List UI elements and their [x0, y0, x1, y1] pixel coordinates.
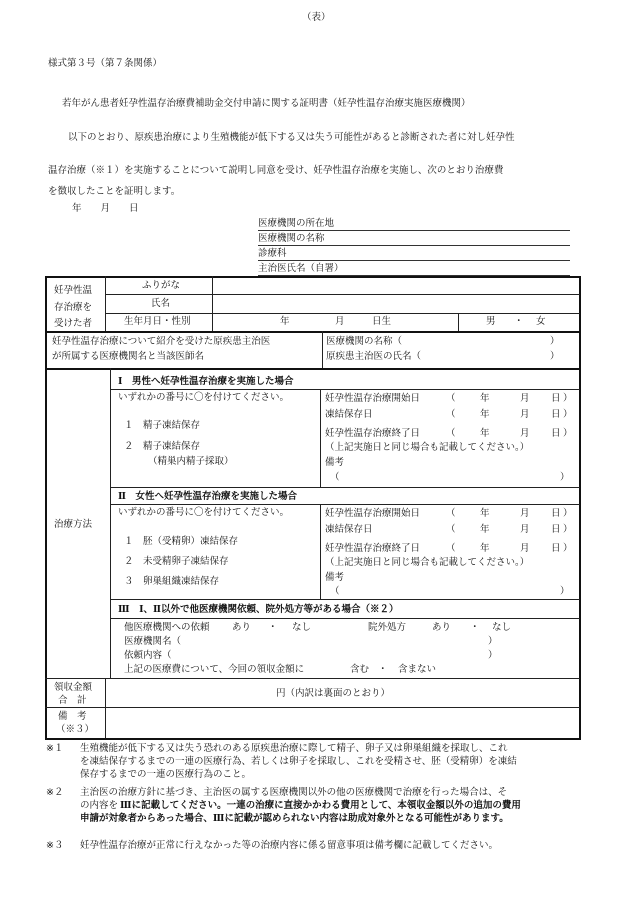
- page-title: 若年がん患者妊孕性温存治療費補助金交付申請に関する証明書（妊孕性温存治療実施医療機関）: [62, 98, 471, 109]
- dob-month[interactable]: 月: [335, 316, 345, 327]
- male-end-day[interactable]: 日: [551, 428, 561, 439]
- paren: ）: [560, 472, 570, 483]
- male-same-note: （上記実施日と同じ場合も記載してください。）: [325, 442, 530, 453]
- other-request-label: 他医療機関への依頼: [124, 622, 210, 633]
- paren: ）: [563, 543, 573, 554]
- note-1-mark: ※１: [46, 743, 64, 754]
- separator: ・: [470, 622, 480, 633]
- female-option-2[interactable]: ２ 未受精卵子凍結保存: [124, 556, 229, 567]
- male-start-year[interactable]: 年: [480, 393, 490, 404]
- male-option-2-sub: （精巣内精子採取）: [148, 456, 234, 467]
- treatment-method-label: 治療方法: [54, 519, 93, 530]
- male-start-month[interactable]: 月: [520, 393, 530, 404]
- paren: ）: [563, 409, 573, 420]
- female-instruction: いずれかの番号に〇を付けてください。: [118, 507, 290, 518]
- outside-rx-no[interactable]: なし: [492, 622, 512, 633]
- male-end-date-label: 妊孕性温存治療終了日: [325, 428, 421, 439]
- female-frozen-year[interactable]: 年: [480, 524, 490, 535]
- male-start-day[interactable]: 日: [551, 393, 561, 404]
- female-frozen-day[interactable]: 日: [551, 524, 561, 535]
- paren: ）: [563, 508, 573, 519]
- paren: （: [446, 524, 456, 535]
- note-2-line-2a: の内容を: [80, 800, 119, 811]
- female-remarks-field[interactable]: （: [330, 586, 340, 597]
- dob-sex-label: 生年月日・性別: [124, 316, 191, 327]
- male-option-2[interactable]: ２ 精子凍結保存: [124, 441, 201, 452]
- intro-line-2: 温存治療（※１）を実施することについて説明し同意を受け、妊孕性温存治療を実施し、次のとおり治療費: [48, 165, 504, 176]
- note-2-line-3: 申請が対象者からあった場合、Ⅲに記載が認められない内容は助成対象外となる可能性があります。: [80, 813, 509, 824]
- female-end-date-label: 妊孕性温存治療終了日: [325, 543, 421, 554]
- name-label: 氏名: [151, 298, 171, 309]
- outside-rx-yes[interactable]: あり: [432, 622, 452, 633]
- paren: （: [446, 508, 456, 519]
- female-section-title: Ⅱ 女性へ妊孕性温存治療を実施した場合: [118, 491, 298, 502]
- fee-include-option[interactable]: 含む: [350, 664, 370, 675]
- remarks-label-2: （※３）: [56, 724, 95, 735]
- female-end-day[interactable]: 日: [551, 543, 561, 554]
- male-option-1[interactable]: １ 精子凍結保存: [124, 420, 201, 431]
- referral-institution-field[interactable]: 医療機関の名称（: [326, 336, 403, 347]
- receipt-total-label-1: 領収金額: [54, 682, 93, 693]
- dob-day[interactable]: 日生: [372, 316, 392, 327]
- female-start-year[interactable]: 年: [480, 508, 490, 519]
- patient-section-label-2: 存治療を: [54, 302, 93, 313]
- paren: ）: [488, 650, 498, 661]
- intro-line-1: 以下のとおり、原疾患治療により生殖機能が低下する又は失う可能性があると診断された者に対し妊孕性: [68, 132, 515, 143]
- other-section-title: Ⅲ Ⅰ、Ⅱ以外で他医療機関依頼、院外処方等がある場合（※２）: [118, 604, 399, 615]
- male-frozen-date-label: 凍結保存日: [325, 409, 373, 420]
- male-start-date-label: 妊孕性温存治療開始日: [325, 393, 421, 404]
- sex-separator: ・: [514, 316, 524, 327]
- note-3-mark: ※３: [46, 840, 64, 851]
- male-frozen-month[interactable]: 月: [520, 409, 530, 420]
- note-2-mark: ※２: [46, 787, 64, 798]
- sex-male-option[interactable]: 男: [486, 316, 496, 327]
- note-2-line-1: 主治医の治療方針に基づき、主治医の属する医療機関以外の他の医療機関で治療を行った場合は、そ: [80, 787, 508, 798]
- outside-rx-label: 院外処方: [368, 622, 407, 633]
- dob-year[interactable]: 年: [280, 316, 290, 327]
- intro-line-3: を徴収したことを証明します。: [48, 186, 181, 197]
- female-frozen-date-label: 凍結保存日: [325, 524, 373, 535]
- separator: ・: [268, 622, 278, 633]
- paren: ）: [563, 524, 573, 535]
- paren: ）: [488, 636, 498, 647]
- furigana-label: ふりがな: [142, 280, 181, 291]
- female-option-3[interactable]: ３ 卵巣組織凍結保存: [124, 576, 220, 587]
- referral-label-1: 妊孕性温存治療について紹介を受けた原疾患主治医: [52, 336, 271, 347]
- paren: （: [446, 409, 456, 420]
- female-start-month[interactable]: 月: [520, 508, 530, 519]
- paren: ）: [563, 428, 573, 439]
- male-instruction: いずれかの番号に〇を付けてください。: [118, 392, 290, 403]
- male-end-month[interactable]: 月: [520, 428, 530, 439]
- certify-date[interactable]: 年 月 日: [72, 203, 139, 214]
- form-number: 様式第３号（第７条関係）: [48, 58, 163, 69]
- fee-exclude-option[interactable]: 含まない: [398, 664, 437, 675]
- doctor-signature-field[interactable]: 主治医氏名（自署）: [258, 263, 570, 276]
- male-remarks-field[interactable]: （: [330, 472, 340, 483]
- fee-inclusion-note: 上記の医療費について、今回の領収金額に: [124, 664, 305, 675]
- patient-name-input[interactable]: [214, 296, 578, 312]
- referral-doctor-close: ）: [550, 351, 560, 362]
- receipt-amount-field[interactable]: 円（内訳は裏面のとおり）: [276, 688, 391, 699]
- female-frozen-month[interactable]: 月: [520, 524, 530, 535]
- paren: （: [446, 543, 456, 554]
- patient-section-label-1: 妊孕性温: [54, 285, 93, 296]
- remarks-input[interactable]: [108, 709, 578, 737]
- institution-name-field[interactable]: 医療機関の名称: [258, 233, 570, 246]
- female-start-day[interactable]: 日: [551, 508, 561, 519]
- referral-label-2: が所属する医療機関名と当該医師名: [52, 351, 205, 362]
- male-end-year[interactable]: 年: [480, 428, 490, 439]
- paren: ）: [560, 586, 570, 597]
- institution-address-field[interactable]: 医療機関の所在地: [258, 218, 570, 231]
- sex-female-option[interactable]: 女: [536, 316, 546, 327]
- paren: ）: [563, 393, 573, 404]
- note-1-line-2: を凍結保存するまでの一連の医療行為、若しくは卵子を採取し、これを受精させ、胚（受精卵）を凍結: [80, 756, 517, 767]
- female-same-note: （上記実施日と同じ場合も記載してください。）: [325, 557, 530, 568]
- male-remarks-label: 備考: [325, 457, 345, 468]
- other-request-no[interactable]: なし: [292, 622, 312, 633]
- male-section-title: Ⅰ 男性へ妊孕性温存治療を実施した場合: [118, 376, 294, 387]
- female-start-date-label: 妊孕性温存治療開始日: [325, 508, 421, 519]
- other-institution-field[interactable]: 医療機関名（: [124, 636, 182, 647]
- male-frozen-year[interactable]: 年: [480, 409, 490, 420]
- furigana-input[interactable]: [214, 278, 578, 293]
- separator: ・: [378, 664, 388, 675]
- paren: （: [446, 393, 456, 404]
- referral-doctor-field[interactable]: 原疾患主治医の氏名（: [326, 351, 422, 362]
- note-3-line-1: 妊孕性温存治療が正常に行えなかった等の治療内容に係る留意事項は備考欄に記載してください。: [80, 840, 499, 851]
- other-request-yes[interactable]: あり: [232, 622, 252, 633]
- female-option-1[interactable]: １ 胚（受精卵）凍結保存: [124, 536, 239, 547]
- paren: （: [446, 428, 456, 439]
- male-frozen-day[interactable]: 日: [551, 409, 561, 420]
- referral-institution-close: ）: [550, 336, 560, 347]
- remarks-label-1: 備 考: [58, 711, 87, 722]
- department-field[interactable]: 診療科: [258, 248, 570, 261]
- note-1-line-1: 生殖機能が低下する又は失う恐れのある原疾患治療に際して精子、卵子又は卵巣組織を採取し、これ: [80, 743, 508, 754]
- note-1-line-3: 保存するまでの一連の医療行為のこと。: [80, 769, 252, 780]
- receipt-total-label-2: 合 計: [58, 695, 87, 706]
- female-end-month[interactable]: 月: [520, 543, 530, 554]
- patient-section-label-3: 受けた者: [54, 318, 93, 329]
- request-content-field[interactable]: 依頼内容（: [124, 650, 172, 661]
- page-side-label: （表）: [302, 12, 331, 23]
- female-end-year[interactable]: 年: [480, 543, 490, 554]
- female-remarks-label: 備考: [325, 572, 345, 583]
- note-2-line-2b: Ⅲに記載してください。一連の治療に直接かかわる費用として、本領収金額以外の追加の費用: [120, 800, 521, 811]
